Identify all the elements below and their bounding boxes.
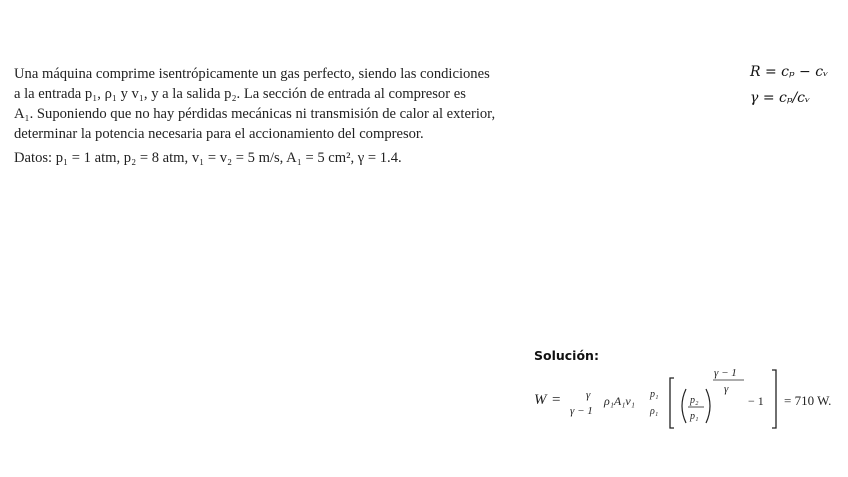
paren-left	[682, 389, 686, 423]
relation-r: R = cₚ − cᵥ	[750, 64, 829, 80]
formula-minus-one: − 1	[748, 394, 764, 408]
problem-line-1: Una máquina comprime isentrópicamente un gas perfecto, siendo las condiciones	[14, 66, 490, 82]
bracket-left	[670, 378, 674, 428]
bracket-right	[772, 370, 776, 428]
problem-statement	[14, 64, 614, 168]
formula-rho1: ρ₁	[650, 406, 659, 417]
relation-gamma: γ = cₚ/cᵥ	[750, 90, 811, 106]
problem-line-4: determinar la potencia necesaria para el accionamiento del compresor.	[14, 126, 424, 142]
formula-gamma-minus-1: γ − 1	[570, 405, 593, 417]
formula-gamma: γ	[586, 389, 591, 401]
formula-p1-den: p₁	[690, 411, 699, 422]
formula-factor: ρ₁A₁v₁	[604, 394, 635, 408]
problem-line-3: A₁. Suponiendo que no hay pérdidas mecánicas ni transmisión de calor al exterior,	[14, 106, 496, 122]
paren-right	[706, 389, 710, 423]
formula-eq: =	[552, 392, 561, 408]
problem-line-2: a la entrada p₁, ρ₁ y v₁, y a la salida p₂. La sección de entrada al compresor es	[14, 86, 466, 102]
solution-title: Solución:	[534, 348, 599, 363]
formula-result: = 710 W.	[784, 393, 832, 408]
formula-exp-den: γ	[724, 383, 729, 395]
formula-p2: p₂	[690, 395, 699, 406]
formula-lhs: W	[534, 392, 547, 408]
formula-exp-num: γ − 1	[714, 367, 737, 379]
problem-data: Datos: p₁ = 1 atm, p₂ = 8 atm, v₁ = v₂ = 5 m/s, A₁ = 5 cm², γ = 1.4.	[14, 150, 402, 166]
formula-p1: p₁	[650, 389, 659, 400]
solution-formula	[534, 364, 846, 434]
